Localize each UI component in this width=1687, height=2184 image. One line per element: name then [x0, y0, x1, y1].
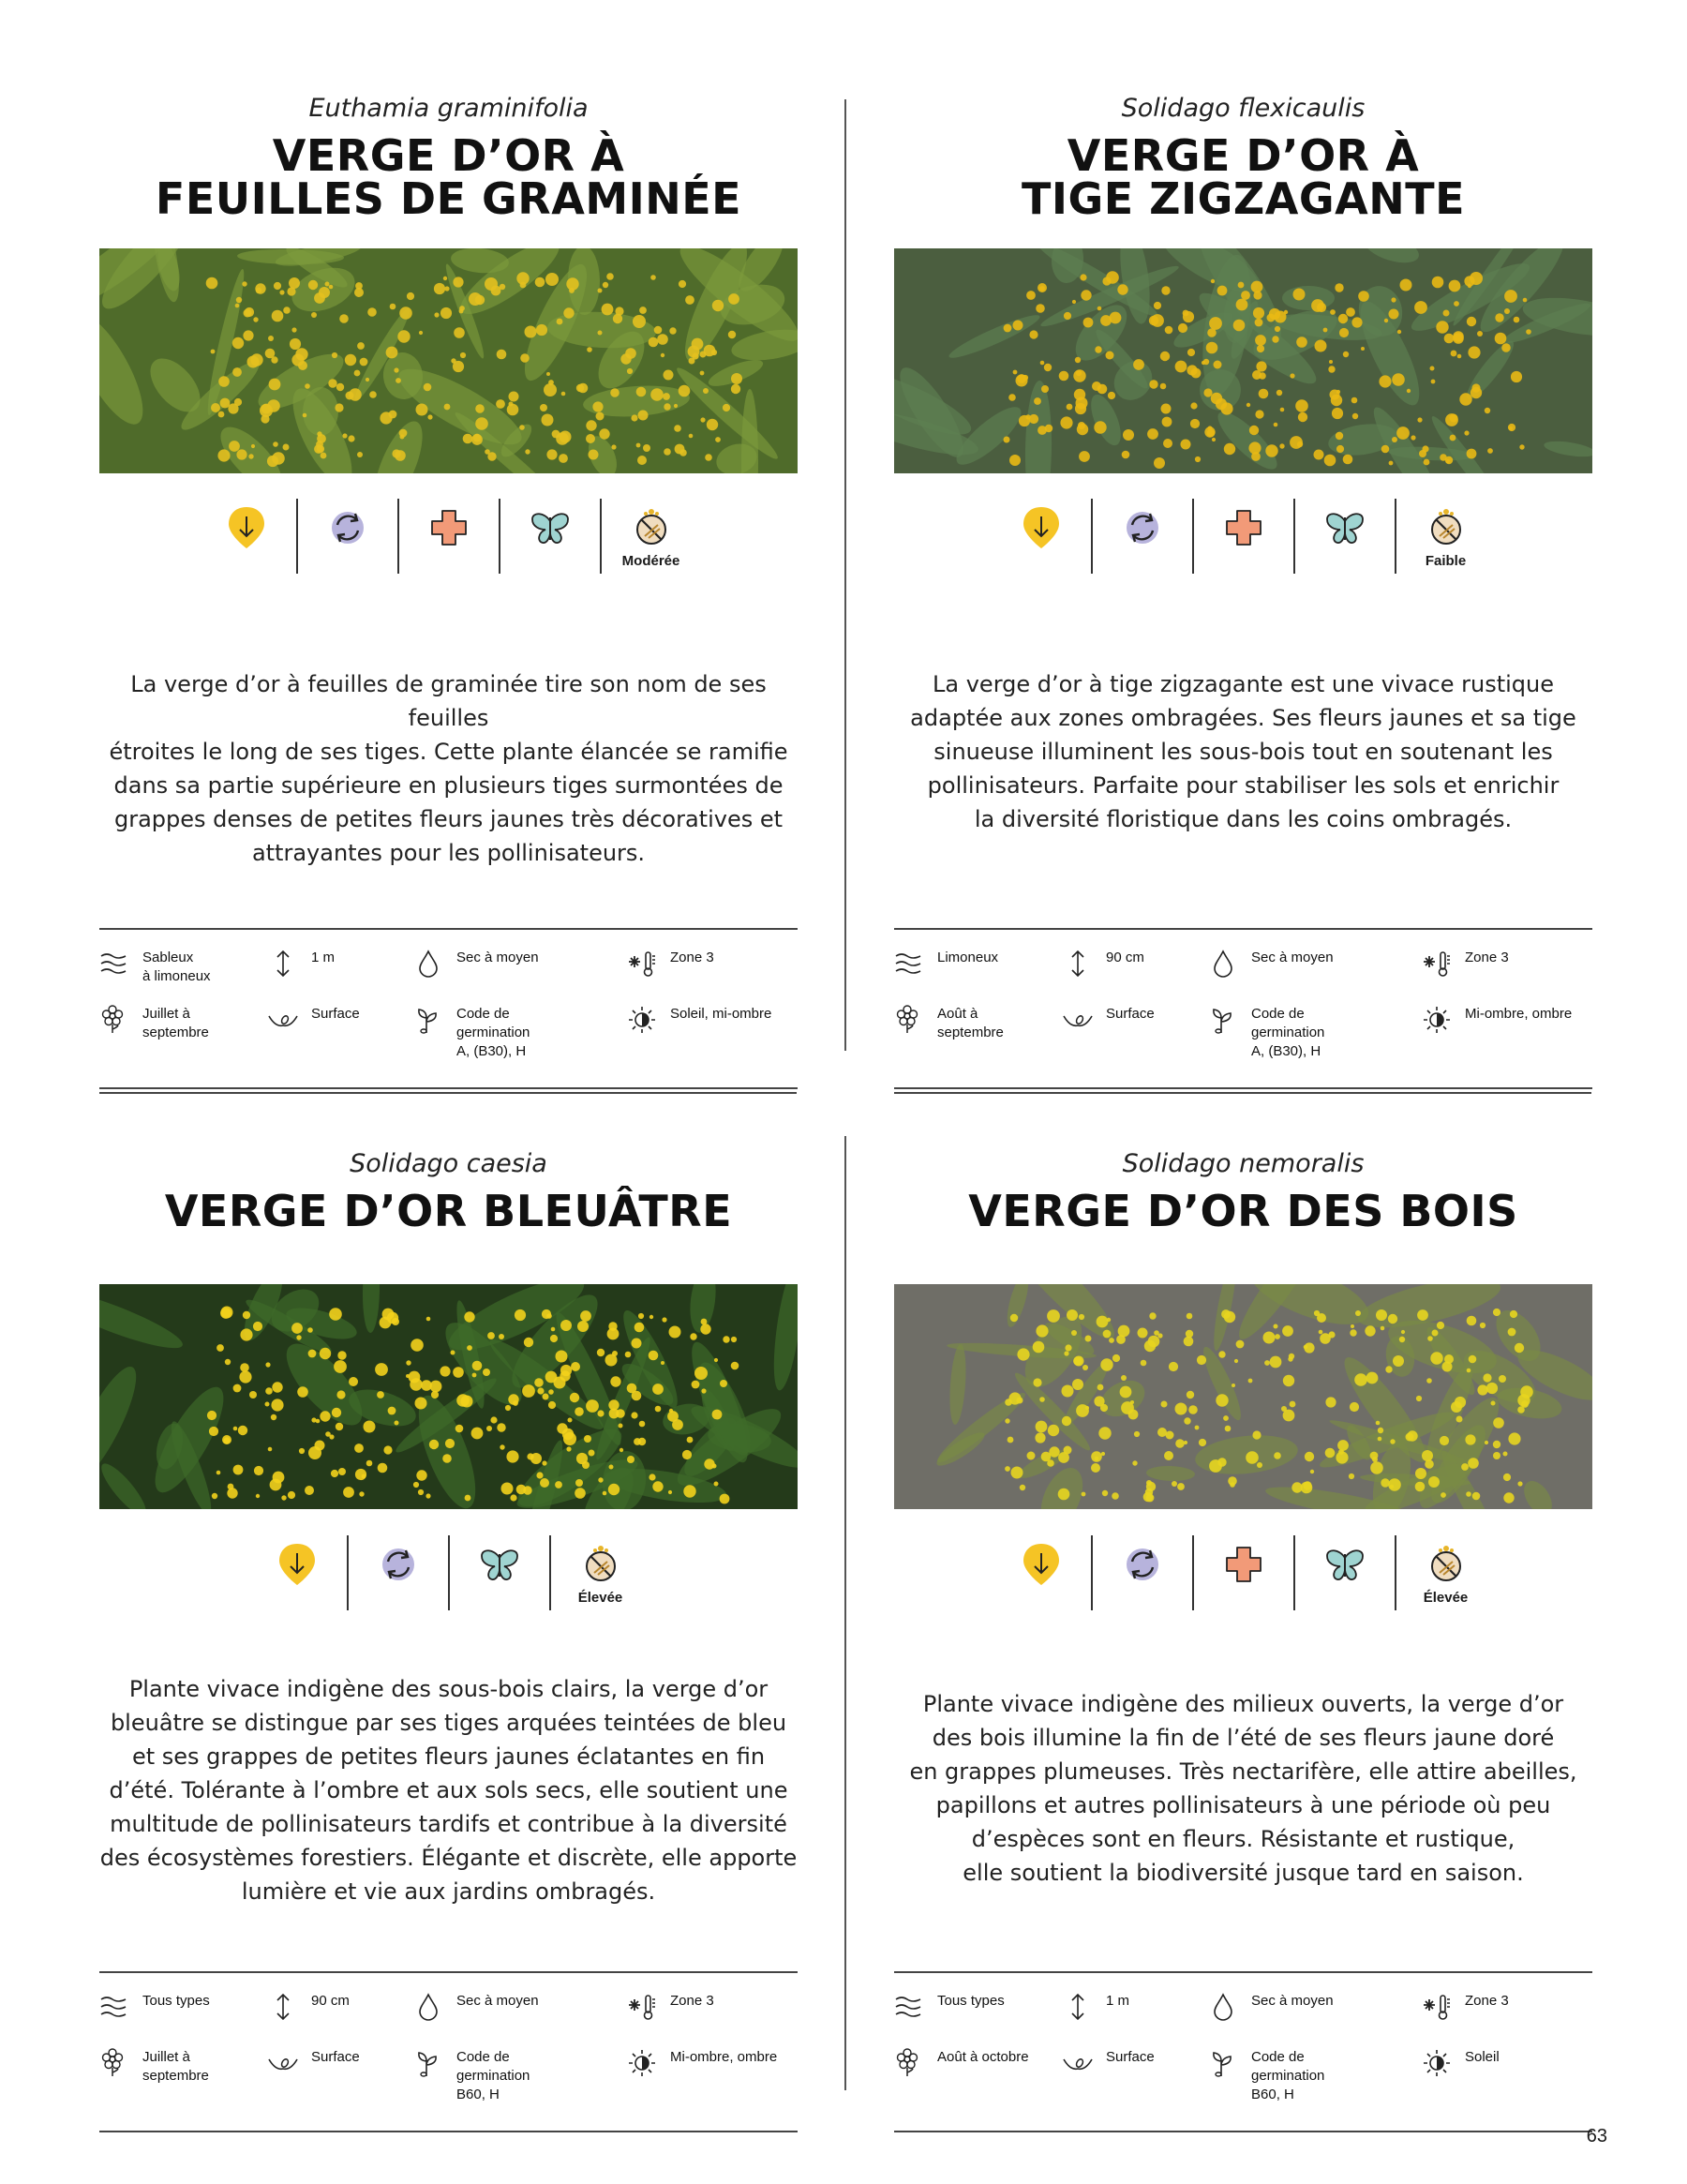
section-divider-left: [99, 1092, 797, 1094]
description-line: La verge d’or à feuilles de graminée tire son nom de ses feuilles: [130, 671, 767, 731]
description-line: d’été. Tolérante à l’ombre et aux sols secs, elle soutient une: [109, 1777, 788, 1803]
butterfly-icon: [476, 1541, 523, 1588]
description-line: d’espèces sont en fleurs. Résistante et rustique,: [971, 1826, 1515, 1852]
latin-name: Euthamia graminifolia: [308, 94, 589, 123]
spec-germination: [1208, 1005, 1377, 1059]
spec-light-value: Mi-ombre, ombre: [1465, 1006, 1573, 1022]
plant-title-line-2: FEUILLES DE GRAMINÉE: [155, 173, 742, 224]
spec-moisture-value: Sec à moyen: [1251, 1993, 1334, 2009]
spec-bloom-value: Juillet à septembre: [142, 2049, 209, 2084]
spec-soil: [99, 1992, 268, 2037]
perennial-cycle-icon: [375, 1541, 422, 1588]
description-line: Plante vivace indigène des milieux ouverts, la verge d’or: [922, 1691, 1564, 1717]
description-line: multitude de pollinisateurs tardifs et contribue à la diversité: [110, 1811, 787, 1837]
spec-light: [627, 1005, 796, 1050]
spec-zone: [627, 1992, 796, 2037]
spec-zone-value: Zone 3: [670, 950, 714, 965]
spec-soil: [894, 1992, 1063, 2037]
attribute-cell: [1396, 1535, 1496, 1610]
attribute-cell: [247, 1535, 347, 1610]
spec-light: [627, 2048, 796, 2093]
attribute-cell: [1295, 1535, 1395, 1610]
spec-row: [894, 949, 1592, 994]
description-line: lumière et vie aux jardins ombragés.: [241, 1878, 656, 1905]
latin-name: Solidago flexicaulis: [1121, 94, 1366, 123]
allergen-level: Élevée: [577, 1590, 623, 1606]
spec-height-value: 1 m: [1106, 1993, 1130, 2009]
indigenous-pin-icon: [1018, 1541, 1065, 1588]
spec-bloom-value: Août à septembre: [937, 1006, 1004, 1040]
plant-title: [894, 130, 1592, 224]
attribute-cell: [992, 1535, 1091, 1610]
spec-bloom: [99, 1005, 268, 1050]
spec-germination: [413, 1005, 582, 1059]
spec-zone-value: Zone 3: [670, 1993, 714, 2009]
attribute-cell: [450, 1535, 549, 1610]
attribute-icons: [99, 1535, 798, 1610]
plant-title-line-1: VERGE D’OR À: [1067, 130, 1420, 181]
spec-table: [99, 1971, 798, 2132]
description-line: en grappes plumeuses. Très nectarifère, elle attire abeilles,: [909, 1758, 1577, 1785]
plant-title-line-1: VERGE D’OR À: [272, 130, 625, 181]
spec-germination-value: Code de germination A, (B30), H: [1251, 1006, 1325, 1059]
spec-soil-value: Sableux à limoneux: [142, 950, 211, 984]
spec-table: [894, 928, 1592, 1089]
spec-height-value: 90 cm: [311, 1993, 350, 2009]
column-divider-top: [844, 99, 846, 1051]
plant-description: [99, 1672, 798, 1908]
medicinal-cross-icon: [1220, 504, 1267, 551]
attribute-cell: [992, 499, 1091, 574]
spec-table: [894, 1971, 1592, 2132]
spec-moisture: [1208, 949, 1377, 994]
spec-moisture-value: Sec à moyen: [456, 1993, 539, 2009]
spec-germination-value: Code de germination B60, H: [456, 2049, 530, 2102]
description-line: des écosystèmes forestiers. Élégante et discrète, elle apporte: [99, 1845, 798, 1871]
butterfly-icon: [1321, 1541, 1368, 1588]
spec-row: [99, 1005, 798, 1059]
spec-moisture-value: Sec à moyen: [456, 950, 539, 965]
spec-sowing-value: Surface: [1106, 2049, 1155, 2065]
plant-description: [894, 1687, 1592, 1890]
attribute-cell: [298, 499, 397, 574]
spec-sowing: [268, 1005, 437, 1050]
indigenous-pin-icon: [1018, 504, 1065, 551]
butterfly-icon: [1321, 504, 1368, 551]
spec-bloom: [99, 2048, 268, 2093]
plant-card: [99, 1149, 798, 2102]
plant-title: [894, 1186, 1592, 1236]
attribute-icons: [894, 499, 1592, 574]
spec-germination-value: Code de germination B60, H: [1251, 2049, 1325, 2102]
description-line: Plante vivace indigène des sous-bois clairs, la verge d’or: [128, 1676, 769, 1702]
perennial-cycle-icon: [324, 504, 371, 551]
description-line: des bois illumine la fin de l’été de ses fleurs jaune doré: [932, 1725, 1555, 1751]
spec-bloom: [894, 2048, 1063, 2093]
spec-height: [1063, 1992, 1232, 2037]
attribute-icons: [894, 1535, 1592, 1610]
spec-row: [894, 1992, 1592, 2037]
spec-sowing: [1063, 1005, 1232, 1050]
plant-description: [894, 667, 1592, 836]
attribute-cell: [1396, 499, 1496, 574]
spec-germination: [413, 2048, 582, 2102]
attribute-cell: [399, 499, 499, 574]
section-divider-right: [894, 1092, 1591, 1094]
spec-moisture: [413, 1992, 582, 2037]
allergen-pollen-icon: [1423, 504, 1470, 551]
allergen-level: Élevée: [1423, 1590, 1469, 1606]
description-line: La verge d’or à tige zigzagante est une vivace rustique: [933, 671, 1554, 697]
spec-height-value: 1 m: [311, 950, 336, 965]
spec-sowing: [268, 2048, 437, 2093]
spec-moisture: [1208, 1992, 1377, 2037]
plant-title-line-1: VERGE D’OR BLEUÂTRE: [164, 1186, 733, 1236]
spec-bloom-value: Juillet à septembre: [142, 1006, 209, 1040]
spec-zone-value: Zone 3: [1465, 1993, 1509, 2009]
butterfly-icon: [527, 504, 574, 551]
attribute-cell: [551, 1535, 650, 1610]
spec-moisture-value: Sec à moyen: [1251, 950, 1334, 965]
description-line: grappes denses de petites fleurs jaunes très décoratives et: [113, 806, 784, 832]
spec-table: [99, 928, 798, 1089]
spec-light-value: Soleil, mi-ombre: [670, 1006, 772, 1022]
latin-name: Solidago caesia: [350, 1149, 547, 1178]
attribute-cell: [1194, 1535, 1293, 1610]
spec-height: [1063, 949, 1232, 994]
attribute-cell: [349, 1535, 448, 1610]
description-line: bleuâtre se distingue par ses tiges arquées teintées de bleu: [110, 1710, 787, 1736]
spec-bloom-value: Août à octobre: [937, 2049, 1029, 2065]
perennial-cycle-icon: [1119, 504, 1166, 551]
column-divider-bottom: [844, 1136, 846, 2090]
allergen-pollen-icon: [628, 504, 675, 551]
description-line: attrayantes pour les pollinisateurs.: [251, 840, 646, 866]
plant-photo: [894, 1284, 1592, 1509]
spec-row: [99, 1992, 798, 2037]
plant-title: [99, 130, 798, 224]
spec-row: [894, 2048, 1592, 2102]
spec-sowing-value: Surface: [311, 1006, 360, 1022]
spec-row: [894, 1005, 1592, 1059]
attribute-cell: [500, 499, 600, 574]
description-line: elle soutient la biodiversité jusque tard en saison.: [963, 1860, 1524, 1886]
plant-photo: [99, 248, 798, 473]
plant-card: [894, 94, 1592, 1059]
indigenous-pin-icon: [223, 504, 270, 551]
page-number: 63: [1586, 2126, 1607, 2147]
attribute-cell: [1295, 499, 1395, 574]
attribute-cell: [1093, 499, 1192, 574]
description-line: papillons et autres pollinisateurs à une période où peu: [935, 1792, 1551, 1818]
indigenous-pin-icon: [274, 1541, 321, 1588]
description-line: sinueuse illuminent les sous-bois tout en soutenant les: [933, 739, 1553, 765]
latin-name: Solidago nemoralis: [1122, 1149, 1365, 1178]
attribute-icons: [99, 499, 798, 574]
description-line: la diversité floristique dans les coins ombragés.: [974, 806, 1513, 832]
plant-card: [894, 1149, 1592, 2102]
spec-germination: [1208, 2048, 1377, 2102]
spec-soil-value: Limoneux: [937, 950, 999, 965]
spec-sowing: [1063, 2048, 1232, 2093]
medicinal-cross-icon: [1220, 1541, 1267, 1588]
spec-row: [99, 949, 798, 994]
allergen-pollen-icon: [1423, 1541, 1470, 1588]
description-line: pollinisateurs. Parfaite pour stabiliser les sols et enrichir: [927, 772, 1560, 799]
spec-germination-value: Code de germination A, (B30), H: [456, 1006, 530, 1059]
attribute-cell: [1194, 499, 1293, 574]
spec-moisture: [413, 949, 582, 994]
spec-sowing-value: Surface: [311, 2049, 360, 2065]
plant-title: [99, 1186, 798, 1236]
spec-soil: [99, 949, 268, 994]
spec-zone: [627, 949, 796, 994]
allergen-pollen-icon: [577, 1541, 624, 1588]
perennial-cycle-icon: [1119, 1541, 1166, 1588]
spec-light: [1422, 1005, 1590, 1050]
description-line: étroites le long de ses tiges. Cette plante élancée se ramifie: [109, 739, 788, 765]
spec-height-value: 90 cm: [1106, 950, 1144, 965]
spec-row: [99, 2048, 798, 2102]
plant-title-line-1: VERGE D’OR DES BOIS: [968, 1186, 1518, 1236]
spec-height: [268, 949, 437, 994]
attribute-cell: [197, 499, 296, 574]
medicinal-cross-icon: [425, 504, 472, 551]
spec-zone-value: Zone 3: [1465, 950, 1509, 965]
plant-photo: [99, 1284, 798, 1509]
plant-photo: [894, 248, 1592, 473]
spec-zone: [1422, 1992, 1590, 2037]
spec-soil-value: Tous types: [937, 1993, 1005, 2009]
spec-light: [1422, 2048, 1590, 2093]
allergen-level: Faible: [1425, 553, 1467, 569]
attribute-cell: [602, 499, 701, 574]
attribute-cell: [1093, 1535, 1192, 1610]
spec-light-value: Mi-ombre, ombre: [670, 2049, 778, 2065]
description-line: dans sa partie supérieure en plusieurs tiges surmontées de: [113, 772, 784, 799]
plant-title-line-2: TIGE ZIGZAGANTE: [1021, 173, 1466, 224]
spec-height: [268, 1992, 437, 2037]
spec-soil-value: Tous types: [142, 1993, 210, 2009]
spec-soil: [894, 949, 1063, 994]
allergen-level: Modérée: [621, 553, 680, 569]
spec-bloom: [894, 1005, 1063, 1050]
spec-light-value: Soleil: [1465, 2049, 1500, 2065]
description-line: adaptée aux zones ombragées. Ses fleurs jaunes et sa tige: [910, 705, 1576, 731]
spec-sowing-value: Surface: [1106, 1006, 1155, 1022]
plant-description: [99, 667, 798, 870]
description-line: et ses grappes de petites fleurs jaunes éclatantes en fin: [131, 1743, 766, 1770]
plant-card: [99, 94, 798, 1059]
spec-zone: [1422, 949, 1590, 994]
